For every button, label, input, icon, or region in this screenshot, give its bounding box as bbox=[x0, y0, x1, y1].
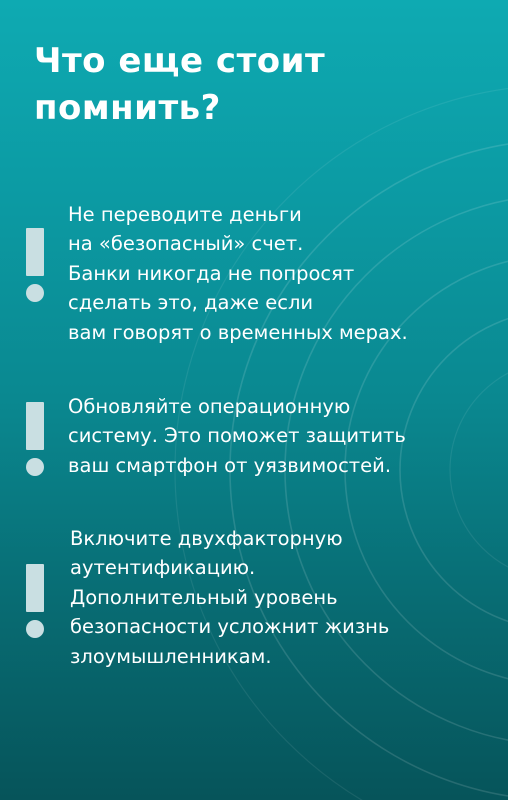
tip-text: Не переводите деньги на «безопасный» счет. Банки никогда не попросят сделать это, даже если вам говорят о временных мерах. bbox=[68, 203, 408, 344]
tip-text: Включите двухфакторную аутентификацию. Дополнительный уровень безопасности усложнит жизнь злоумышленникам. bbox=[70, 527, 390, 668]
tip-text: Обновляйте операционную систему. Это поможет защитить ваш смартфон от уязвимостей. bbox=[68, 395, 406, 477]
page-title: Что еще стоит помнить? bbox=[34, 41, 326, 128]
